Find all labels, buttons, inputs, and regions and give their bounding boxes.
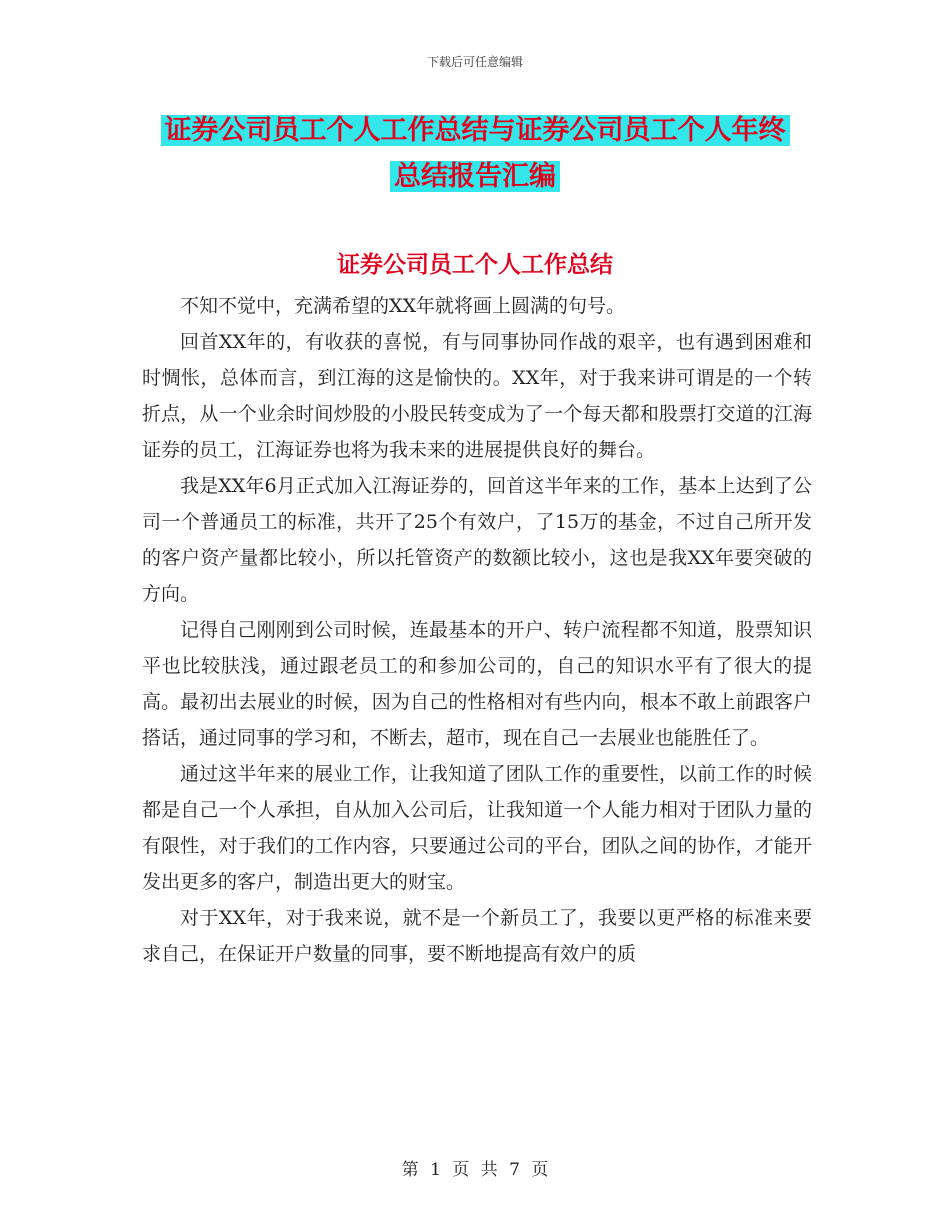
document-title-line1: 证券公司员工个人工作总结与证券公司员工个人年终 (161, 115, 790, 146)
page-number: 第 1 页 共 7 页 (401, 1160, 549, 1180)
paragraph: 我是XX年6月正式加入江海证券的，回首这半年来的工作，基本上达到了公司一个普通员工的标准，共开了25个有效户，了15万的基金，不过自己所开发的客户资产量都比较小，所以托管资产的数额比较小，这也是我XX年要突破的方向。 (142, 475, 812, 605)
document-title (140, 108, 810, 200)
paragraph: 记得自己刚刚到公司时候，连最基本的开户、转户流程都不知道，股票知识平也比较肤浅，通过跟老员工的和参加公司的，自己的知识水平有了很大的提高。最初出去展业的时候，因为自己的性格相对有些内向，根本不敢上前跟客户搭话，通过同事的学习和，不断去，超市，现在自己一去展业也能胜任了。 (142, 619, 812, 749)
body-text (142, 288, 812, 972)
header-note: 下载后可任意编辑 (426, 55, 523, 69)
section-title: 证券公司员工个人工作总结 (337, 252, 613, 278)
paragraph: 回首XX年的，有收获的喜悦，有与同事协同作战的艰辛，也有遇到困难和时惆怅，总体而言，到江海的这是愉快的。XX年，对于我来讲可谓是的一个转折点，从一个业余时间炒股的小股民转变成为了一个每天都和股票打交道的江海证券的员工，江海证券也将为我未来的进展提供良好的舞台。 (142, 331, 812, 461)
paragraph: 不知不觉中，充满希望的XX年就将画上圆满的句号。 (180, 295, 626, 317)
document-title-line2: 总结报告汇编 (390, 161, 560, 192)
paragraph: 对于XX年，对于我来说，就不是一个新员工了，我要以更严格的标准来要求自己，在保证开户数量的同事，要不断地提高有效户的质 (142, 907, 812, 965)
paragraph: 通过这半年来的展业工作，让我知道了团队工作的重要性，以前工作的时候都是自己一个人承担，自从加入公司后，让我知道一个人能力相对于团队力量的有限性，对于我们的工作内容，只要通过公司的平台，团队之间的协作，才能开发出更多的客户，制造出更大的财宝。 (142, 763, 812, 893)
